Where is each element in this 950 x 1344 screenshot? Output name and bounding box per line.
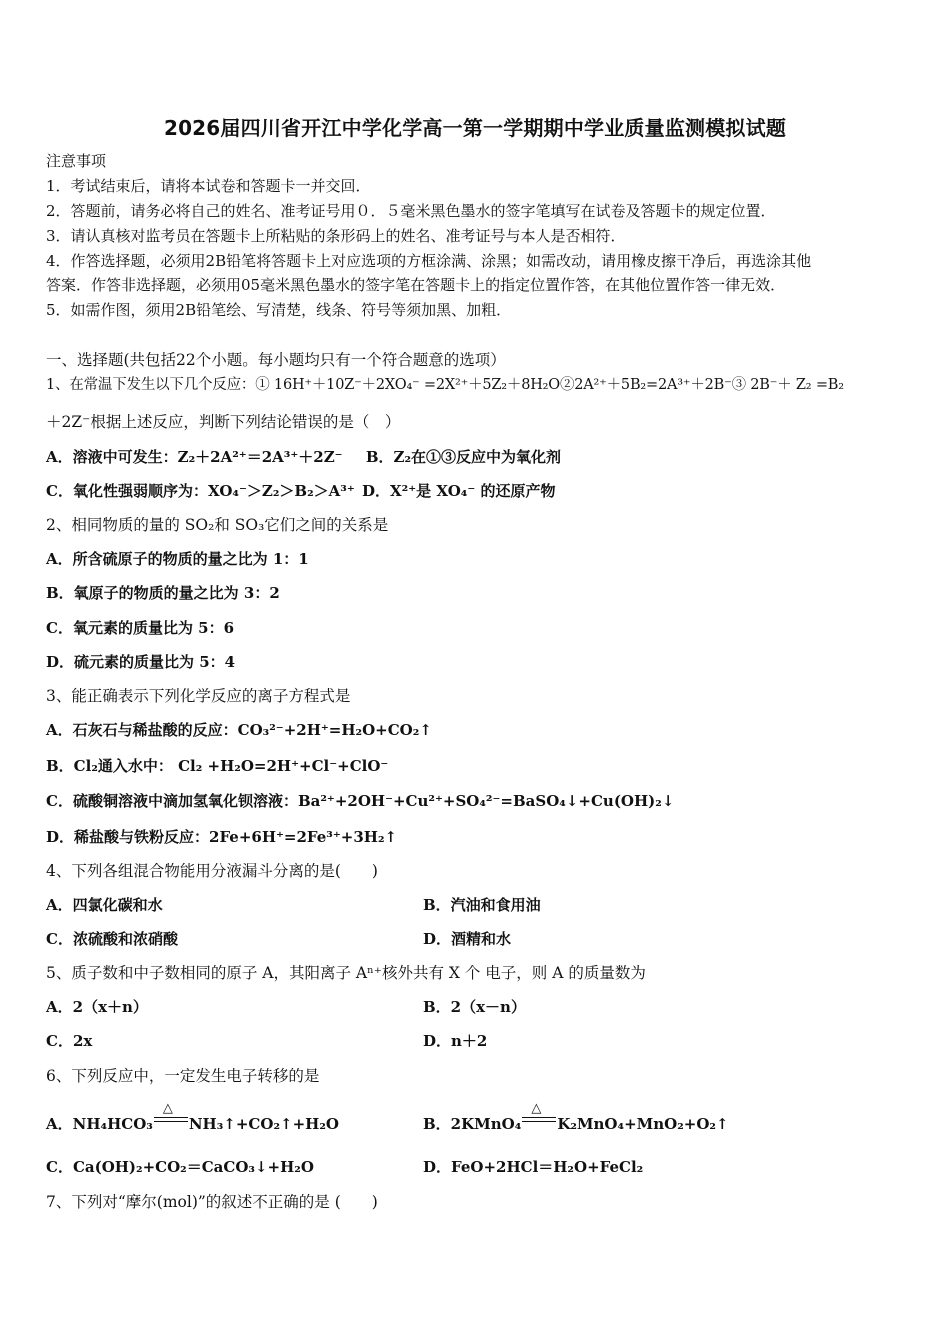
- option-c[interactable]: C．Ca(OH)₂+CO₂＝CaCO₃↓+H₂O: [46, 1158, 314, 1176]
- heat-triangle-icon: △: [531, 1101, 542, 1116]
- option-c[interactable]: C．氧元素的质量比为 5：6: [46, 619, 235, 637]
- option-d[interactable]: D．FeO+2HCl＝H₂O+FeCl₂: [423, 1158, 644, 1176]
- notice-item: 答案．作答非选择题，必须用05毫米黑色墨水的签字笔在答题卡上的指定位置作答，在其他位置作答一律无效．: [46, 276, 786, 294]
- notice-item: 2．答题前，请务必将自己的姓名、准考证号用０．５毫米黑色墨水的签字笔填写在试卷及答题卡的规定位置．: [46, 202, 776, 220]
- option-a[interactable]: A．四氯化碳和水: [46, 896, 163, 914]
- option-a[interactable]: A．所含硫原子的物质的量之比为 1：1: [46, 550, 309, 568]
- notice-item: 1．考试结束后，请将本试卷和答题卡一并交回．: [46, 177, 371, 195]
- question-6-stem: 6、下列反应中，一定发生电子转移的是: [46, 1067, 320, 1085]
- option-c[interactable]: C．浓硫酸和浓硝酸: [46, 930, 178, 948]
- heat-triangle-icon: △: [162, 1101, 173, 1116]
- notice-heading: 注意事项: [46, 152, 107, 170]
- option-a-product: NH₃↑+CO₂↑+H₂O: [188, 1115, 339, 1133]
- option-a[interactable]: A．溶液中可发生：Z₂＋2A²⁺＝2A³⁺＋2Z⁻: [46, 448, 343, 466]
- option-c[interactable]: C．2x: [46, 1032, 93, 1050]
- question-5-stem: 5、质子数和中子数相同的原子 A，其阳离子 Aⁿ⁺核外共有 X 个 电子，则 A 的质量数为: [46, 964, 646, 982]
- option-b[interactable]: B．2（x－n）: [423, 998, 526, 1016]
- page-title: 2026届四川省开江中学化学高一第一学期期中学业质量监测模拟试题: [163, 116, 787, 140]
- question-6-options-cd: [46, 1156, 910, 1178]
- question-4-options-ab: [46, 894, 910, 916]
- notice-item: 5．如需作图，须用2B铅笔绘、写清楚，线条、符号等须加黑、加粗．: [46, 301, 512, 319]
- option-a-reactant: A．NH₄HCO₃: [46, 1115, 153, 1133]
- option-a[interactable]: A．石灰石与稀盐酸的反应：CO₃²⁻+2H⁺=H₂O+CO₂↑: [46, 721, 432, 739]
- option-b[interactable]: B．汽油和食用油: [423, 896, 541, 914]
- option-d[interactable]: D．n＋2: [423, 1032, 488, 1050]
- option-d[interactable]: D．硫元素的质量比为 5：4: [46, 653, 236, 671]
- question-7-stem: 7、下列对“摩尔(mol)”的叙述不正确的是 ( ): [46, 1193, 378, 1211]
- option-d[interactable]: D．X²⁺是 XO₄⁻ 的还原产物: [362, 482, 556, 500]
- question-4-stem: 4、下列各组混合物能用分液漏斗分离的是( ): [46, 862, 378, 880]
- option-c[interactable]: C．氧化性强弱顺序为：XO₄⁻＞Z₂＞B₂＞A³⁺: [46, 482, 355, 500]
- option-c[interactable]: C．硫酸铜溶液中滴加氢氧化钡溶液：Ba²⁺+2OH⁻+Cu²⁺+SO₄²⁻=BaSO₄↓+Cu(OH)₂↓: [46, 792, 675, 810]
- question-1-options-cd: [46, 480, 910, 502]
- option-a[interactable]: A．2（x＋n）: [46, 998, 148, 1016]
- question-4-options-cd: [46, 928, 910, 950]
- option-b[interactable]: B．Cl₂通入水中： Cl₂ +H₂O=2H⁺+Cl⁻+ClO⁻: [46, 757, 389, 775]
- option-b-product: K₂MnO₄+MnO₂+O₂↑: [557, 1115, 729, 1133]
- option-d[interactable]: D．稀盐酸与铁粉反应：2Fe+6H⁺=2Fe³⁺+3H₂↑: [46, 828, 398, 846]
- option-b-reactant: B．2KMnO₄: [423, 1115, 522, 1133]
- option-b[interactable]: B．Z₂在①③反应中为氧化剂: [365, 448, 562, 466]
- question-1-stem: 1、在常温下发生以下几个反应：① 16H⁺＋10Z⁻＋2XO₄⁻ =2X²⁺＋5Z₂＋8H₂O②2A²⁺＋5B₂=2A³⁺＋2B⁻③ 2B⁻＋ Z₂ =B₂: [46, 377, 844, 393]
- option-a[interactable]: [46, 1101, 339, 1133]
- question-5-options-cd: [46, 1030, 910, 1052]
- question-5-options-ab: [46, 996, 910, 1018]
- section-heading: 一、选择题(共包括22个小题。每小题均只有一个符合题意的选项）: [46, 351, 506, 369]
- option-d[interactable]: D．酒精和水: [423, 930, 512, 948]
- question-1-options-ab: [46, 446, 910, 468]
- notice-item: 4．作答选择题，必须用2B铅笔将答题卡上对应选项的方框涂满、涂黑；如需改动，请用橡皮擦干净后，再选涂其他: [46, 252, 812, 270]
- option-b[interactable]: [423, 1101, 729, 1135]
- heat-equals-sign: [522, 1101, 556, 1132]
- heat-equals-sign: [154, 1101, 188, 1132]
- option-b[interactable]: B．氧原子的物质的量之比为 3：2: [46, 584, 280, 602]
- question-1-stem-cont: ＋2Z⁻根据上述反应，判断下列结论错误的是（ ）: [46, 413, 401, 431]
- question-2-stem: 2、相同物质的量的 SO₂和 SO₃它们之间的关系是: [46, 516, 389, 534]
- question-6-options-ab: [46, 1101, 910, 1135]
- question-3-stem: 3、能正确表示下列化学反应的离子方程式是: [46, 687, 351, 705]
- notice-item: 3．请认真核对监考员在答题卡上所粘贴的条形码上的姓名、准考证号与本人是否相符．: [46, 227, 626, 245]
